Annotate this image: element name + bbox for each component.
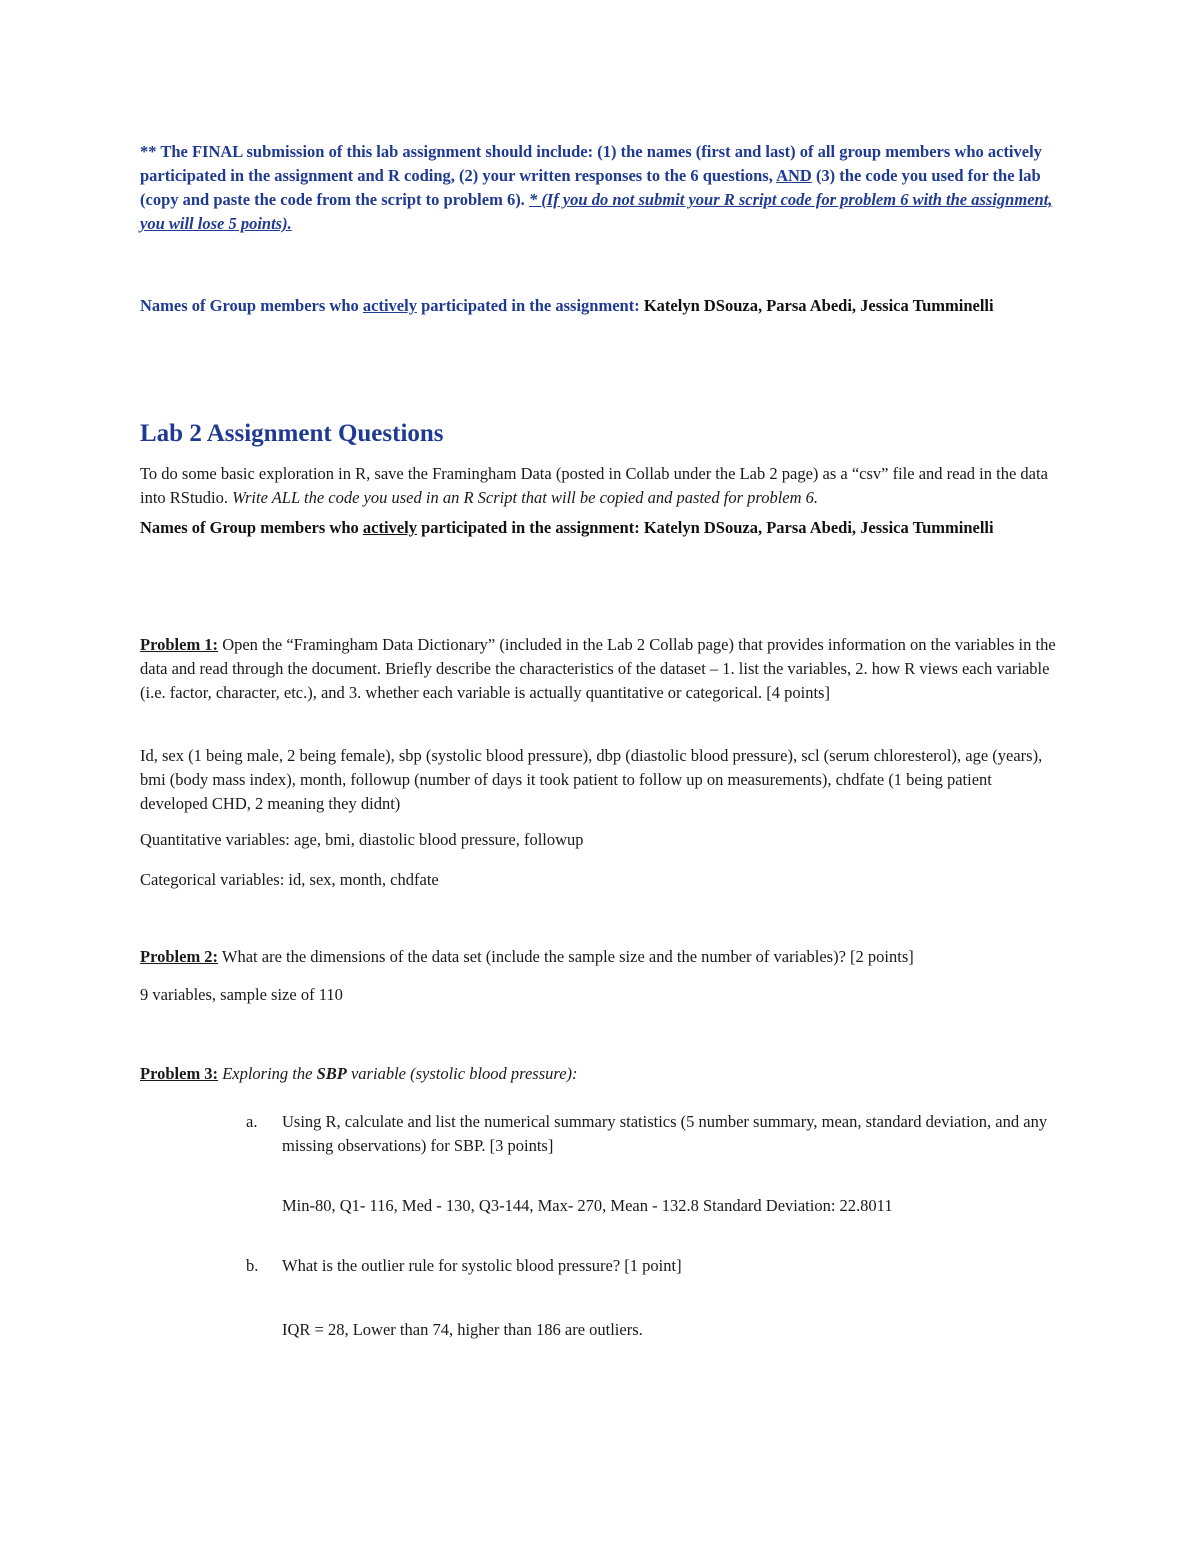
problem2-text: What are the dimensions of the data set (include the sample size and the number of variables)? [2 points] bbox=[218, 947, 914, 966]
notice-prefix: ** The FINAL submission of this lab assignment should include: (1) the names (first and last) of all group members who actively participated in the assignment and R coding, (2) your written responses to the 6 questions, bbox=[140, 142, 1042, 185]
problem1-question bbox=[140, 633, 1060, 705]
problem1-label: Problem 1: bbox=[140, 635, 219, 654]
submission-notice bbox=[140, 140, 1060, 236]
problem1-quantitative: Quantitative variables: age, bmi, diastolic blood pressure, followup bbox=[140, 830, 584, 849]
group-label-post: participated in the assignment: bbox=[416, 518, 644, 537]
notice-and-word: AND bbox=[776, 166, 812, 185]
group-names: Katelyn DSouza, Parsa Abedi, Jessica Tumminelli bbox=[643, 296, 994, 315]
intro-plain: To do some basic exploration in R, save the Framingham Data (posted in Collab under the Lab 2 page) as a “csv” file and read in the data into RStudio. bbox=[140, 464, 1048, 507]
group-label-pre: Names of Group members who bbox=[140, 518, 363, 537]
problem3-text-post: variable (systolic blood pressure): bbox=[346, 1064, 578, 1083]
problem3-text-pre: Exploring the bbox=[218, 1064, 317, 1083]
group-names: Katelyn DSouza, Parsa Abedi, Jessica Tumminelli bbox=[643, 518, 994, 537]
group-members-bottom bbox=[140, 516, 1060, 540]
list-marker: b. bbox=[246, 1256, 259, 1275]
problem1-categorical: Categorical variables: id, sex, month, chdfate bbox=[140, 870, 439, 889]
problem3-item-b-answer: IQR = 28, Lower than 74, higher than 186 are outliers. bbox=[282, 1320, 643, 1339]
problem1-answer: Id, sex (1 being male, 2 being female), sbp (systolic blood pressure), dbp (diastolic blood pressure), scl (serum chloresterol), age (years), bmi (body mass index), month, followup (number of days it took patient to follow up on measurements), chdfate (1 being patient developed CHD, 2 meaning they didnt) bbox=[140, 746, 1043, 813]
group-members-top bbox=[140, 294, 1060, 318]
problem2-label: Problem 2: bbox=[140, 947, 219, 966]
list-item-text: Using R, calculate and list the numerical summary statistics (5 number summary, mean, standard deviation, and any missing observations) for SBP. [3 points] bbox=[282, 1112, 1048, 1155]
problem2-answer: 9 variables, sample size of 110 bbox=[140, 985, 343, 1004]
group-label-actively: actively bbox=[362, 296, 417, 315]
problem3-text-bold: SBP bbox=[316, 1064, 347, 1083]
problem3-question bbox=[140, 1062, 1060, 1086]
notice-warning: * (If you do not submit your R script code for problem 6 with the assignment, you will lose 5 points). bbox=[140, 190, 1053, 233]
group-label-actively: actively bbox=[362, 518, 417, 537]
intro-paragraph bbox=[140, 462, 1060, 510]
page-title: Lab 2 Assignment Questions bbox=[140, 420, 444, 447]
group-label-pre: Names of Group members who bbox=[140, 296, 363, 315]
problem1-text: Open the “Framingham Data Dictionary” (included in the Lab 2 Collab page) that provides information on the variables in the data and read through the document. Briefly describe the characteristics of the dataset – 1. list the variables, 2. how R views each variable (i.e. factor, character, etc.), and 3. whether each variable is actually quantitative or categorical. [4 points] bbox=[140, 635, 1056, 702]
group-label-post: participated in the assignment: bbox=[416, 296, 644, 315]
list-marker: a. bbox=[246, 1112, 258, 1131]
intro-italic: Write ALL the code you used in an R Script that will be copied and pasted for problem 6. bbox=[232, 488, 819, 507]
notice-middle: (3) the code you used for the lab (copy and paste the code from the script to problem 6). bbox=[140, 166, 1041, 209]
list-item-text: What is the outlier rule for systolic blood pressure? [1 point] bbox=[282, 1256, 682, 1275]
problem2-question bbox=[140, 945, 1060, 969]
problem3-item-a-answer: Min-80, Q1- 116, Med - 130, Q3-144, Max- 270, Mean - 132.8 Standard Deviation: 22.8011 bbox=[282, 1196, 893, 1215]
problem3-label: Problem 3: bbox=[140, 1064, 219, 1083]
